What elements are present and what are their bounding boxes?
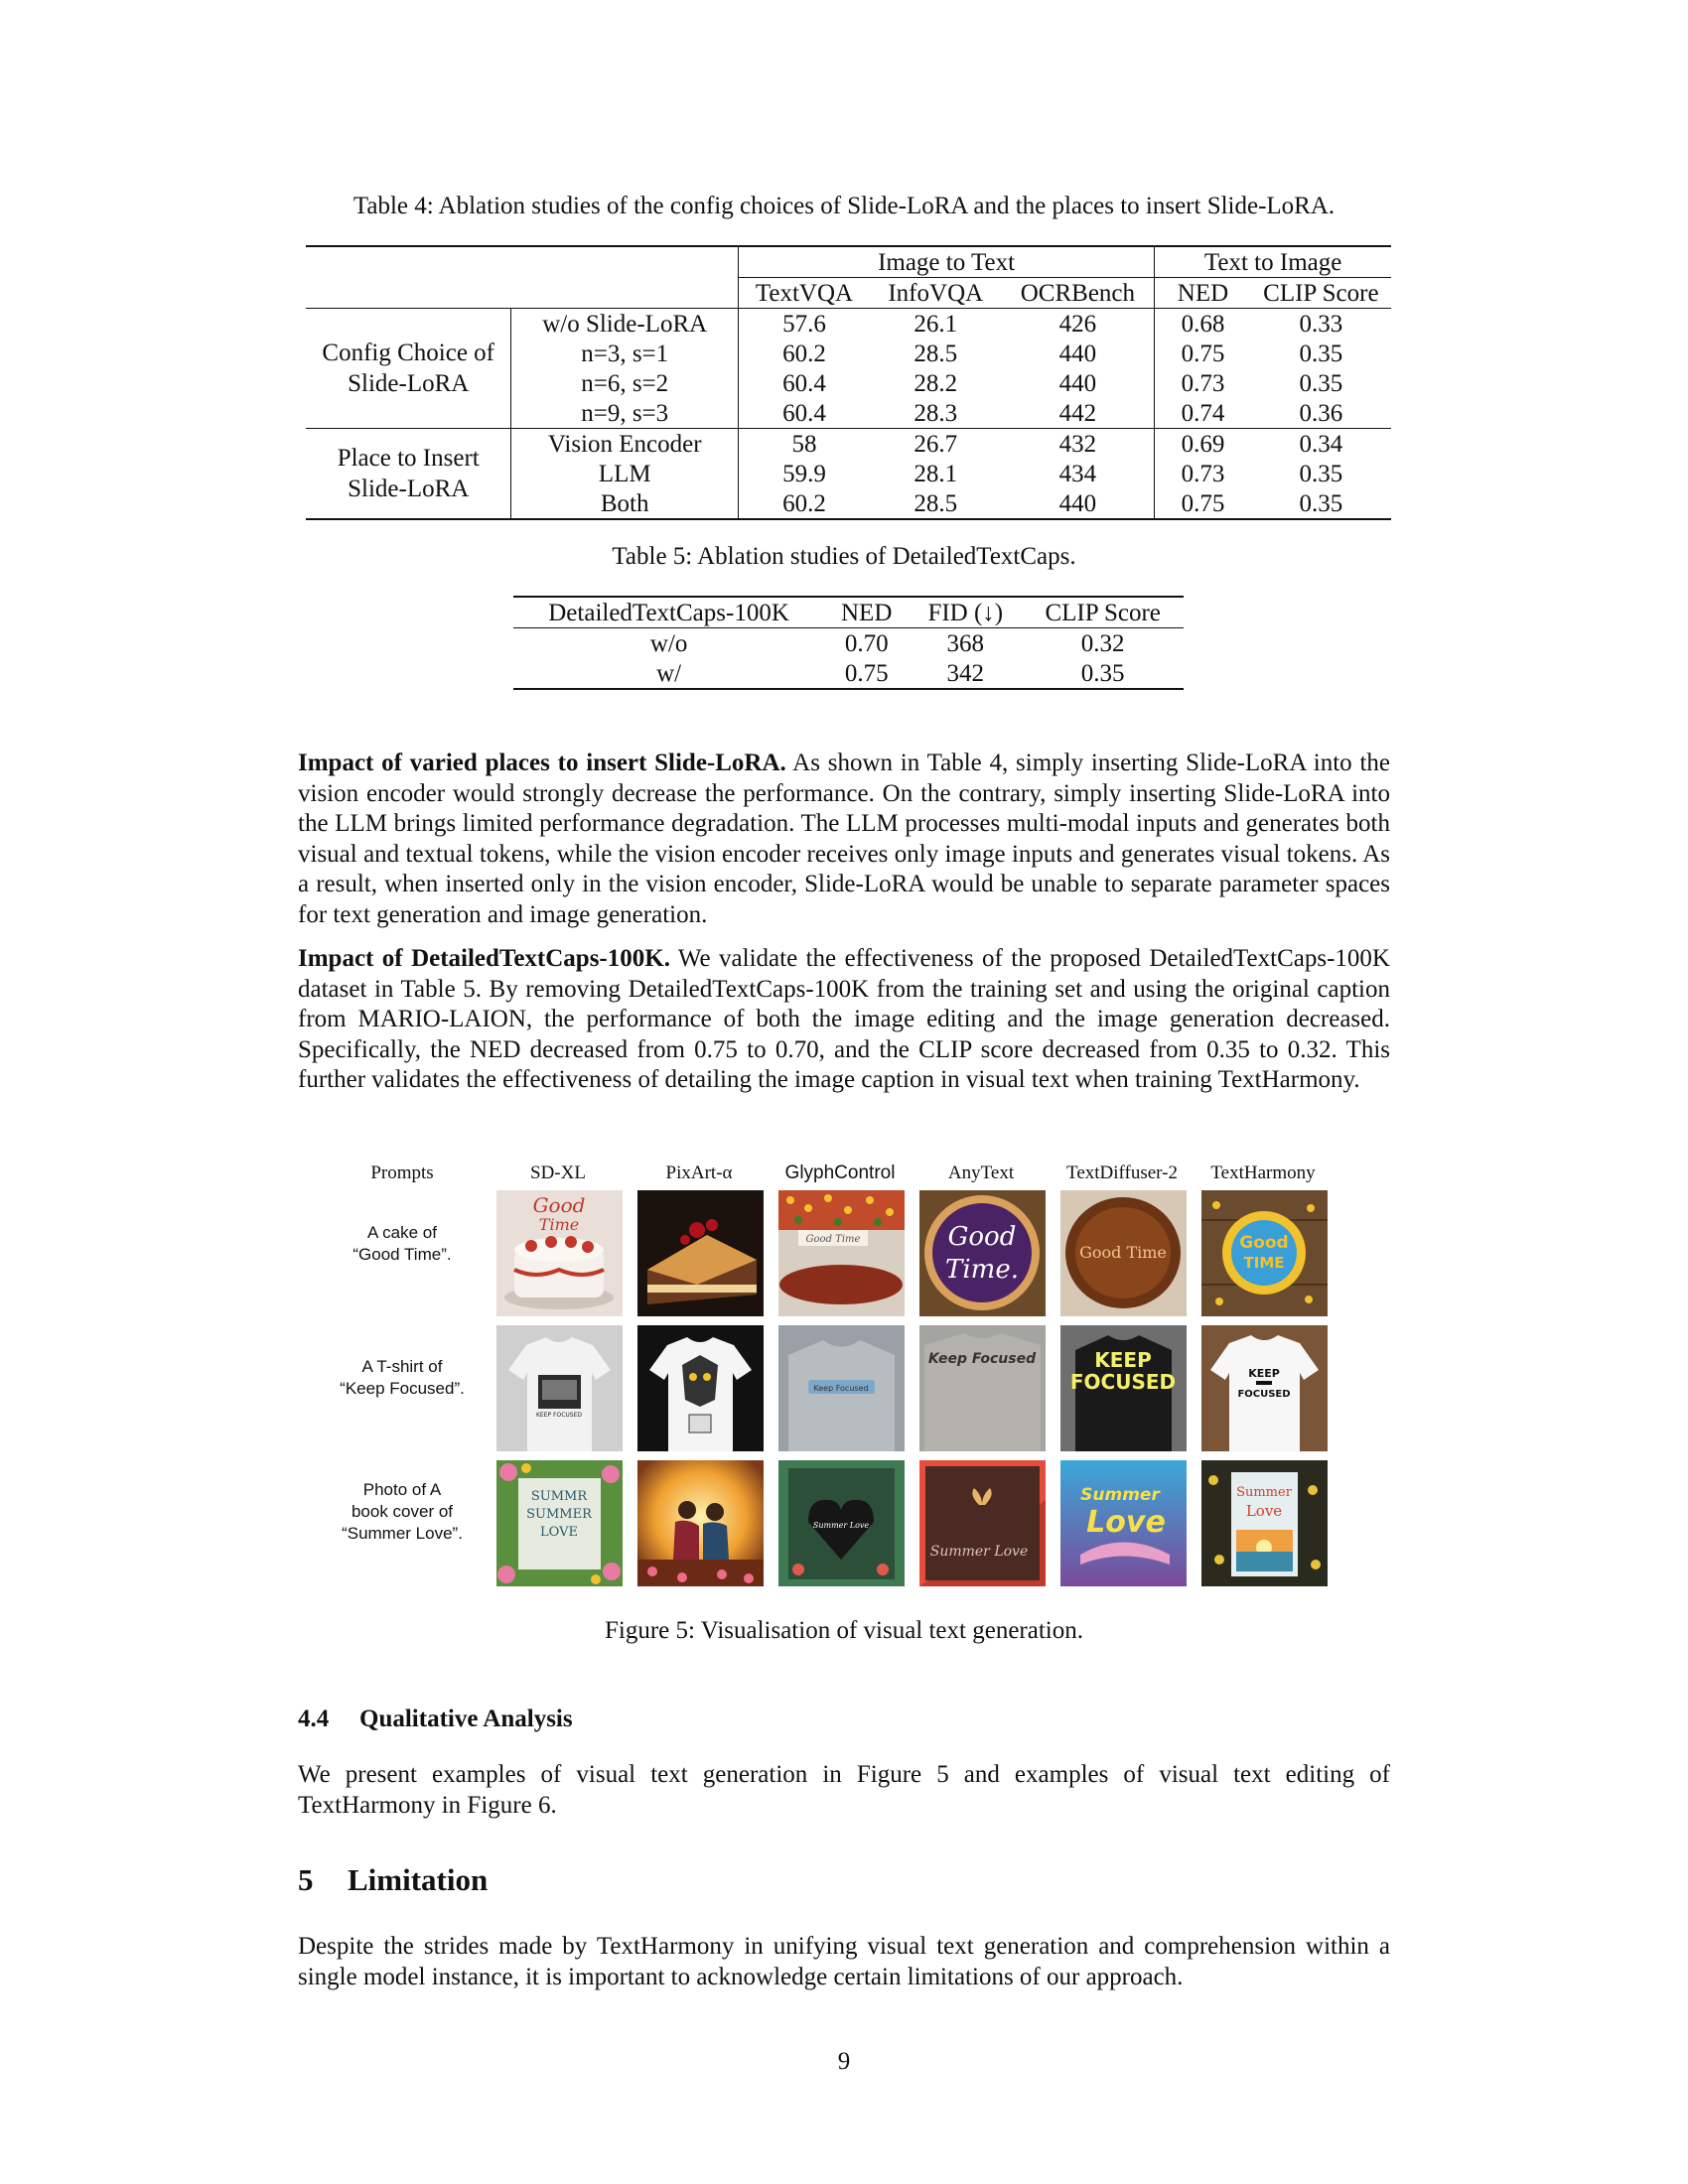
table4-cell: 426 <box>1002 309 1155 340</box>
table4-cell: 440 <box>1058 369 1097 397</box>
tile-text: Keep Focused <box>813 1384 869 1393</box>
tile-text: Summer Love <box>929 1544 1029 1560</box>
pixart-tshirt-image <box>637 1325 764 1451</box>
pixart-bookcover-image <box>637 1460 764 1586</box>
tile-text: Good Time <box>805 1234 861 1245</box>
table4-row <box>306 429 1391 460</box>
section-heading-4-4 <box>298 1706 573 1733</box>
table5-cell: 342 <box>909 658 1022 689</box>
table4-caption: Table 4: Ablation studies of the config choices of Slide-LoRA and the places to insert Slide-LoRA. <box>352 193 1336 219</box>
table5-row <box>513 658 1184 689</box>
textharmony-bookcover-image <box>1201 1460 1328 1586</box>
table4-cell: 28.2 <box>914 369 958 397</box>
section-title: Qualitative Analysis <box>359 1706 573 1732</box>
section-number: 4.4 <box>298 1706 330 1732</box>
table4-cell: 59.9 <box>738 459 870 488</box>
table4 <box>306 245 1391 520</box>
sdxl-cake-image <box>496 1190 623 1316</box>
tile-text: Love <box>1245 1502 1283 1520</box>
table4-group-header-row <box>306 246 1391 278</box>
table4-setting: LLM <box>511 459 739 488</box>
paragraph-limitation: Despite the strides made by TextHarmony in unifying visual text generation and comprehension within a single model instance, it is important to acknowledge certain limitations of our approach. <box>298 1933 1390 1990</box>
prompt-line: “Summer Love”. <box>342 1524 463 1543</box>
table4-cell: 434 <box>1058 460 1097 487</box>
table5-row <box>513 628 1184 659</box>
figure-prompt <box>328 1222 477 1266</box>
table5-column-header: DetailedTextCaps-100K <box>513 597 824 628</box>
figure-column-header: TextDiffuser-2 <box>1066 1162 1178 1183</box>
tile-text: FOCUSED <box>1069 1370 1177 1394</box>
textdiffuser2-tshirt-image <box>1060 1325 1187 1451</box>
table4-cell: 26.1 <box>870 309 1002 340</box>
table5-column-header: NED <box>824 597 909 628</box>
textdiffuser2-bookcover-image <box>1060 1460 1187 1586</box>
tile-text: Love <box>1086 1505 1166 1540</box>
table4-cell: 0.35 <box>1251 488 1391 519</box>
section-title: Limitation <box>348 1862 489 1897</box>
table4-cell: 0.36 <box>1299 399 1343 427</box>
table4-setting: w/o Slide-LoRA <box>511 309 739 340</box>
table4-cell: 57.6 <box>738 309 870 340</box>
paragraph-lead: Impact of varied places to insert Slide-LoRA. <box>298 750 786 776</box>
table4-cell: 0.35 <box>1299 460 1343 487</box>
table4-cell: 0.75 <box>1155 339 1251 368</box>
table4-cell: 0.74 <box>1155 398 1251 429</box>
table4-setting: n=6, s=2 <box>511 368 739 398</box>
tile-text: Good <box>1239 1233 1289 1253</box>
figure-column-header: GlyphControl <box>784 1162 896 1183</box>
paragraph-lead: Impact of DetailedTextCaps-100K. <box>298 945 670 972</box>
table4-cell: 28.5 <box>870 488 1002 519</box>
section-heading-5 <box>298 1862 488 1898</box>
table5-cell: 368 <box>946 629 985 657</box>
prompt-line: A cake of <box>367 1223 437 1242</box>
table4-group-label: Config Choice of Slide-LoRA <box>306 309 511 429</box>
page-number: 9 <box>837 2048 851 2075</box>
paragraph-body: We validate the effectiveness of the proposed DetailedTextCaps-100K dataset in Table 5. By removing DetailedTextCaps-100K from the training set and using the original caption from MARIO-LAION, the performance of both the image editing and the image generation decreased. Specifically, the NED decreased from 0.75 to 0.70, and the CLIP score decreased from 0.35 to 0.32. This further validates the effectiveness of detailing the image caption in visual text when training TextHarmony. <box>298 945 1390 1093</box>
table5-cell: 0.70 <box>844 629 889 657</box>
tile-text: SUMMR <box>530 1489 588 1504</box>
table4-cell: 440 <box>1058 340 1097 367</box>
figure-column-header: SD-XL <box>530 1162 586 1183</box>
table4-cell: 0.68 <box>1155 309 1251 340</box>
table4-cell: 58 <box>738 429 870 460</box>
tile-text: Summer <box>1236 1485 1292 1500</box>
table4-column-header: InfoVQA <box>888 279 984 307</box>
pixart-cake-image <box>637 1190 764 1316</box>
table4-cell: 0.69 <box>1155 429 1251 460</box>
table4-column-header: NED <box>1155 278 1251 309</box>
table4-cell: 60.2 <box>738 488 870 519</box>
tile-text: TIME <box>1243 1254 1285 1272</box>
table4-cell: 440 <box>1002 488 1155 519</box>
tile-text: Summer <box>1080 1485 1160 1505</box>
table4-cell: 60.4 <box>738 368 870 398</box>
table5-caption: Table 5: Ablation studies of DetailedTextCaps. <box>612 543 1076 570</box>
table4-column-header: TextVQA <box>738 278 870 309</box>
table5-cell: 0.35 <box>1022 658 1184 689</box>
tile-text: Good <box>947 1222 1017 1252</box>
glyphcontrol-bookcover-image <box>778 1460 905 1586</box>
prompt-line: “Keep Focused”. <box>340 1379 465 1398</box>
prompt-line: “Good Time”. <box>352 1245 452 1264</box>
figure-prompt <box>328 1356 477 1400</box>
figure-prompt <box>328 1479 477 1545</box>
table4-cell: 0.34 <box>1251 429 1391 460</box>
tile-text: Keep Focused <box>927 1351 1037 1367</box>
table4-cell: 0.75 <box>1155 488 1251 519</box>
sdxl-tshirt-image <box>496 1325 623 1451</box>
table5-column-header: CLIP Score <box>1022 597 1184 628</box>
table4-column-header-row <box>306 278 1391 309</box>
table4-cell: 0.33 <box>1251 309 1391 340</box>
tile-text: Good Time <box>1079 1243 1167 1262</box>
table4-cell: 26.7 <box>870 429 1002 460</box>
anytext-cake-image <box>919 1190 1046 1316</box>
table4-setting: Vision Encoder <box>511 429 739 460</box>
table4-cell: 28.3 <box>914 399 958 427</box>
glyphcontrol-tshirt-image <box>778 1325 905 1451</box>
table4-cell: 442 <box>1058 399 1097 427</box>
tile-text: Good <box>532 1193 586 1217</box>
table4-cell: 0.73 <box>1155 368 1251 398</box>
table4-column-header: CLIP Score <box>1263 279 1379 307</box>
anytext-tshirt-image <box>919 1325 1046 1451</box>
table5-cell: w/o <box>649 629 688 657</box>
table4-row <box>306 309 1391 340</box>
table4-cell: 60.2 <box>738 339 870 368</box>
prompt-line: A T-shirt of <box>361 1357 443 1376</box>
anytext-bookcover-image <box>919 1460 1046 1586</box>
table5-cell: 0.75 <box>824 658 909 689</box>
tile-text: Time <box>538 1215 580 1234</box>
prompt-line: Photo of A <box>362 1480 442 1499</box>
table4-cell: 0.35 <box>1299 340 1343 367</box>
table4-group-header: Image to Text <box>738 246 1154 278</box>
table4-cell: 60.4 <box>738 398 870 429</box>
figure-column-header: TextHarmony <box>1210 1162 1316 1183</box>
textharmony-cake-image <box>1201 1190 1328 1316</box>
table4-setting: n=9, s=3 <box>511 398 739 429</box>
tile-text: KEEP <box>1248 1367 1280 1380</box>
figure-column-header: Prompts <box>370 1162 434 1183</box>
table4-group-label: Place to Insert Slide-LoRA <box>306 429 511 520</box>
figure5-caption: Figure 5: Visualisation of visual text generation. <box>605 1617 1083 1644</box>
prompt-line: book cover of <box>351 1502 454 1521</box>
tile-text: Time. <box>945 1255 1019 1285</box>
textdiffuser2-cake-image <box>1060 1190 1187 1316</box>
table4-setting: n=3, s=1 <box>511 339 739 368</box>
table5-cell: w/ <box>513 658 824 689</box>
table4-cell: 0.73 <box>1155 459 1251 488</box>
table4-column-header: OCRBench <box>1020 279 1136 307</box>
tile-text: FOCUSED <box>1237 1389 1291 1400</box>
table4-cell: 432 <box>1002 429 1155 460</box>
paragraph-qualitative: We present examples of visual text generation in Figure 5 and examples of visual text editing of TextHarmony in Figure 6. <box>298 1761 1390 1819</box>
tile-text: LOVE <box>540 1525 578 1540</box>
tile-text: KEEP FOCUSED <box>535 1412 583 1419</box>
table5 <box>513 596 1184 690</box>
textharmony-tshirt-image <box>1201 1325 1328 1451</box>
table5-header-row <box>513 597 1184 628</box>
table4-setting: Both <box>511 488 739 519</box>
sdxl-bookcover-image <box>496 1460 623 1586</box>
paragraph-body: As shown in Table 4, simply inserting Slide-LoRA into the vision encoder would strongly decrease the performance. On the contrary, simply inserting Slide-LoRA into the LLM brings limited performance degradation. The LLM processes multi-modal inputs and generates both visual and textual tokens, while the vision encoder receives only image inputs and generates visual tokens. As a result, when inserted only in the vision encoder, Slide-LoRA would be unable to separate parameter spaces for text generation and image generation. <box>298 750 1391 928</box>
figure-column-header: PixArt-α <box>665 1162 733 1183</box>
paragraph-detailedtextcaps <box>298 944 1390 1096</box>
tile-text: Summer Love <box>812 1521 870 1530</box>
tile-text: KEEP <box>1094 1348 1152 1372</box>
table4-cell: 0.35 <box>1299 369 1343 397</box>
figure5 <box>298 1161 1390 1598</box>
tile-text: SUMMER <box>526 1507 592 1522</box>
paragraph-slide-lora-places <box>298 749 1390 930</box>
table4-group-header: Text to Image <box>1155 246 1391 278</box>
figure-column-header: AnyText <box>947 1162 1015 1183</box>
table4-cell: 28.1 <box>914 460 958 487</box>
table4-cell: 28.5 <box>914 340 958 367</box>
table5-column-header: FID (↓) <box>909 597 1022 628</box>
section-number: 5 <box>298 1862 314 1897</box>
table5-cell: 0.32 <box>1080 629 1125 657</box>
glyphcontrol-cake-image <box>778 1190 905 1316</box>
